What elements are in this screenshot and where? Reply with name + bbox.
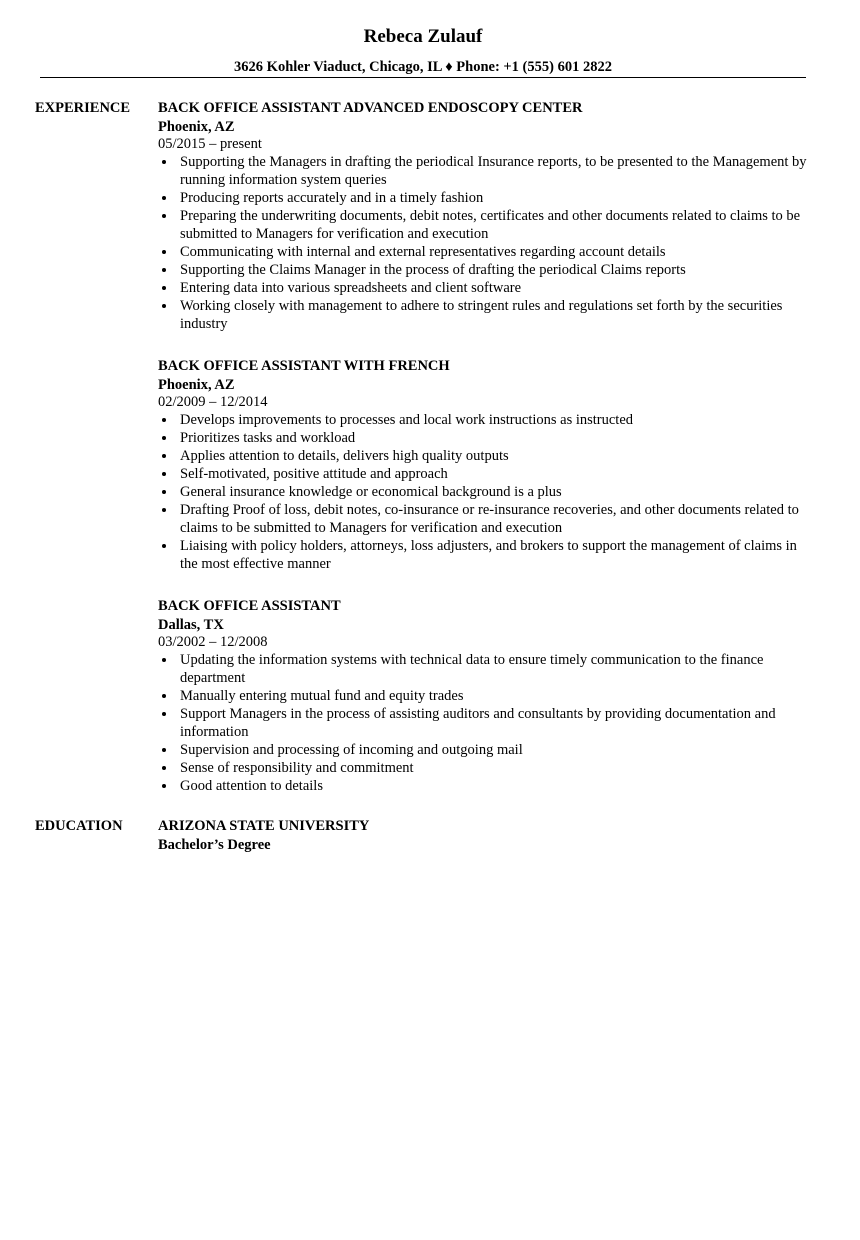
responsibility-text: Working closely with management to adhere to stringent rules and regulations set forth by the securities industry xyxy=(180,298,783,332)
responsibility-item xyxy=(158,651,813,687)
bullet-icon xyxy=(162,472,166,476)
bullet-icon xyxy=(162,454,166,458)
responsibility-item xyxy=(158,759,813,777)
bullet-icon xyxy=(162,196,166,200)
education-entry xyxy=(158,817,813,854)
bullet-icon xyxy=(162,304,166,308)
responsibility-text: Develops improvements to processes and local work instructions as instructed xyxy=(180,412,634,428)
bullet-icon xyxy=(162,490,166,494)
experience-heading: EXPERIENCE xyxy=(35,100,131,116)
job-location: Dallas, TX xyxy=(158,617,224,633)
bullet-icon xyxy=(162,268,166,272)
header-divider xyxy=(40,77,806,78)
bullet-icon xyxy=(162,436,166,440)
bullet-icon xyxy=(162,286,166,290)
responsibility-text: Applies attention to details, delivers high quality outputs xyxy=(180,448,509,464)
responsibility-text: Prioritizes tasks and workload xyxy=(180,430,356,446)
responsibility-item xyxy=(158,153,813,189)
responsibility-item xyxy=(158,483,813,501)
job-dates: 03/2002 – 12/2008 xyxy=(158,634,268,650)
responsibility-item xyxy=(158,465,813,483)
responsibility-item xyxy=(158,705,813,741)
responsibility-text: Updating the information systems with technical data to ensure timely communication to the finance department xyxy=(180,652,764,686)
responsibility-text: Communicating with internal and external representatives regarding account details xyxy=(180,244,666,260)
responsibility-text: Preparing the underwriting documents, debit notes, certificates and other documents related to claims to be submitted to Managers for verification and execution xyxy=(180,208,801,242)
responsibility-item xyxy=(158,261,813,279)
bullet-icon xyxy=(162,748,166,752)
bullet-icon xyxy=(162,784,166,788)
degree-name: Bachelor’s Degree xyxy=(158,837,271,853)
job-entry xyxy=(158,99,813,333)
job-entry xyxy=(158,597,813,795)
responsibility-item xyxy=(158,777,813,795)
bullet-icon xyxy=(162,658,166,662)
responsibility-text: Supporting the Claims Manager in the process of drafting the periodical Claims reports xyxy=(180,262,686,278)
bullet-icon xyxy=(162,160,166,164)
bullet-icon xyxy=(162,544,166,548)
responsibility-text: Self-motivated, positive attitude and approach xyxy=(180,466,448,482)
responsibility-text: Good attention to details xyxy=(180,778,323,794)
responsibility-text: Supervision and processing of incoming and outgoing mail xyxy=(180,742,523,758)
bullet-icon xyxy=(162,250,166,254)
contact-line: 3626 Kohler Viaduct, Chicago, IL ♦ Phone: +1 (555) 601 2822 xyxy=(234,59,612,75)
resume-name: Rebeca Zulauf xyxy=(363,26,483,47)
responsibility-text: Liaising with policy holders, attorneys, loss adjusters, and brokers to support the management of claims in the most effective manner xyxy=(180,538,797,572)
job-dates: 02/2009 – 12/2014 xyxy=(158,394,268,410)
experience-list xyxy=(158,99,813,819)
responsibility-item xyxy=(158,687,813,705)
responsibility-text: Drafting Proof of loss, debit notes, co-insurance or re-insurance recoveries, and other documents related to claims to be submitted to Managers for verification and execution xyxy=(180,502,799,536)
job-title: BACK OFFICE ASSISTANT xyxy=(158,598,341,614)
job-location: Phoenix, AZ xyxy=(158,119,235,135)
bullet-icon xyxy=(162,766,166,770)
job-responsibilities xyxy=(158,411,813,573)
bullet-icon xyxy=(162,712,166,716)
job-responsibilities xyxy=(158,651,813,795)
job-location: Phoenix, AZ xyxy=(158,377,235,393)
responsibility-item xyxy=(158,501,813,537)
responsibility-item xyxy=(158,189,813,207)
bullet-icon xyxy=(162,694,166,698)
bullet-icon xyxy=(162,508,166,512)
responsibility-text: Producing reports accurately and in a timely fashion xyxy=(180,190,484,206)
responsibility-item xyxy=(158,279,813,297)
job-title: BACK OFFICE ASSISTANT ADVANCED ENDOSCOPY CENTER xyxy=(158,100,583,116)
responsibility-item xyxy=(158,447,813,465)
responsibility-text: General insurance knowledge or economical background is a plus xyxy=(180,484,562,500)
responsibility-item xyxy=(158,411,813,429)
job-dates: 05/2015 – present xyxy=(158,136,262,152)
responsibility-text: Support Managers in the process of assisting auditors and consultants by providing documentation and information xyxy=(180,706,776,740)
responsibility-item xyxy=(158,741,813,759)
responsibility-item xyxy=(158,207,813,243)
bullet-icon xyxy=(162,418,166,422)
responsibility-text: Entering data into various spreadsheets and client software xyxy=(180,280,522,296)
job-entry xyxy=(158,357,813,573)
responsibility-item xyxy=(158,243,813,261)
responsibility-item xyxy=(158,537,813,573)
bullet-icon xyxy=(162,214,166,218)
job-responsibilities xyxy=(158,153,813,333)
responsibility-item xyxy=(158,297,813,333)
responsibility-item xyxy=(158,429,813,447)
responsibility-text: Supporting the Managers in drafting the periodical Insurance reports, to be presented to the Management by running information system queries xyxy=(180,154,807,188)
responsibility-text: Sense of responsibility and commitment xyxy=(180,760,414,776)
responsibility-text: Manually entering mutual fund and equity trades xyxy=(180,688,464,704)
education-heading: EDUCATION xyxy=(35,818,123,834)
job-title: BACK OFFICE ASSISTANT WITH FRENCH xyxy=(158,358,450,374)
school-name: ARIZONA STATE UNIVERSITY xyxy=(158,818,370,834)
